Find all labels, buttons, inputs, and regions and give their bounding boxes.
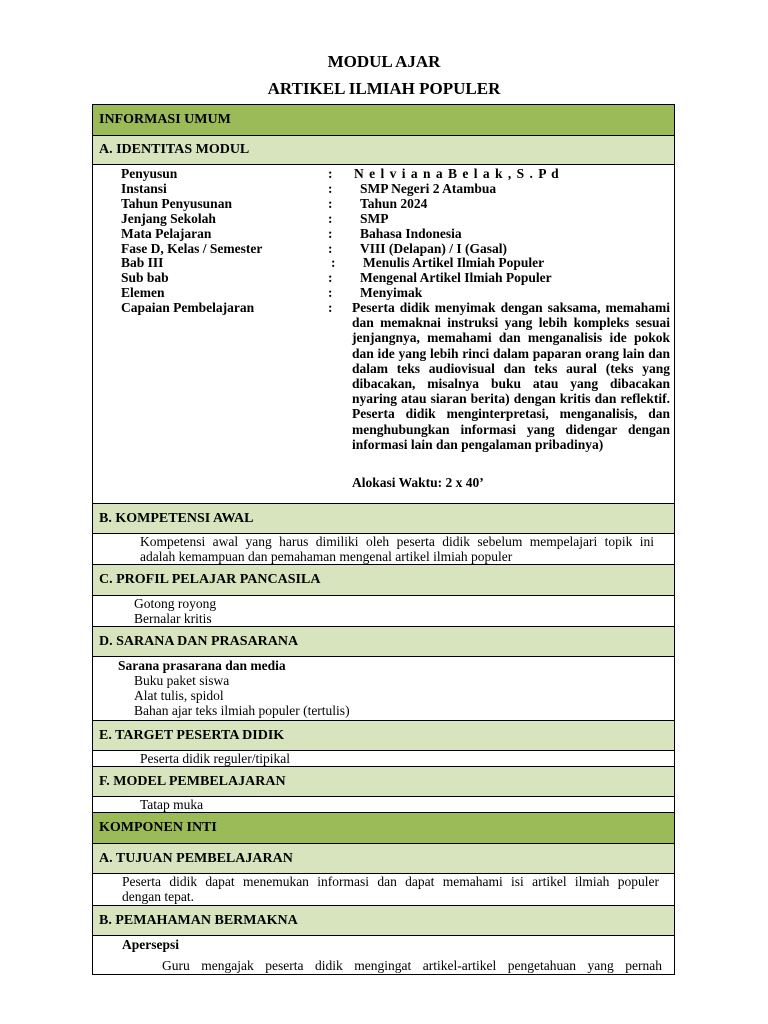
section-informasi-umum (93, 105, 674, 136)
colon: : (328, 166, 333, 181)
label-tahun: Tahun Penyusunan (121, 196, 232, 211)
colon: : (331, 255, 336, 270)
value-instansi: SMP Negeri 2 Atambua (360, 181, 497, 196)
pemahaman-bermakna-header (93, 906, 674, 936)
komponen-inti-heading: KOMPONEN INTI (99, 820, 217, 835)
tujuan-line1: Peserta didik dapat menemukan informasi dan dapat memahami isi artikel ilmiah populer (122, 874, 659, 889)
value-fase: VIII (Delapan) / I (Gasal) (360, 241, 508, 256)
pemahaman-bermakna-body (93, 936, 674, 974)
informasi-umum-heading: INFORMASI UMUM (99, 112, 231, 127)
label-capaian: Capaian Pembelajaran (121, 300, 255, 315)
colon: : (328, 270, 333, 285)
profil-pancasila-body (93, 596, 674, 627)
model-text: Tatap muka (140, 797, 204, 812)
apersepsi-line1: Guru mengajak peserta didik mengingat artikel-artikel pengetahuan yang pernah (162, 958, 662, 973)
value-bab: Menulis Artikel Ilmiah Populer (363, 255, 545, 270)
list-item: Bernalar kritis (134, 611, 212, 626)
profil-pancasila-heading: C. PROFIL PELAJAR PANCASILA (99, 572, 321, 587)
value-elemen: Menyimak (360, 285, 423, 300)
label-instansi: Instansi (121, 181, 167, 196)
label-subbab: Sub bab (121, 270, 169, 285)
alokasi-waktu: Alokasi Waktu: 2 x 40’ (352, 475, 484, 490)
list-item: Alat tulis, spidol (134, 688, 224, 703)
identitas-modul-header (93, 136, 674, 165)
list-item: Bahan ajar teks ilmiah populer (tertulis) (134, 703, 350, 718)
value-tahun: Tahun 2024 (360, 196, 428, 211)
label-bab: Bab III (121, 255, 164, 270)
model-pembelajaran-header (93, 767, 674, 797)
colon: : (328, 226, 333, 241)
sarana-subheading: Sarana prasarana dan media (118, 658, 286, 673)
list-item: Gotong royong (134, 596, 217, 611)
capaian-pembelajaran-text: Peserta didik menyimak dengan saksama, memahami dan memaknai instruksi yang lebih kompleks sesuai jenjangnya, memahami dan menganalisis ide pokok dan ide yang lebih rinci dalam paparan orang lain dan dalam teks audiovisual dan teks aural (teks yang dibacakan, misalnya buku atau yang dibacakan nyaring atau siaran berita) dengan kritis dan reflektif. Peserta didik menginterpretasi, menganalisis, dan menghubungkan informasi yang didengar dengan informasi lain dan pengalaman pribadinya) (352, 300, 670, 452)
value-penyusun: N e l v i a n a B e l a k , S . P d (354, 166, 560, 181)
target-peserta-heading: E. TARGET PESERTA DIDIK (99, 727, 285, 743)
colon: : (328, 181, 333, 196)
identitas-modul-body (93, 165, 674, 504)
label-jenjang: Jenjang Sekolah (121, 211, 216, 226)
colon: : (328, 300, 333, 315)
colon: : (328, 241, 333, 256)
identitas-modul-heading: A. IDENTITAS MODUL (99, 142, 250, 157)
label-mapel: Mata Pelajaran (121, 226, 212, 241)
doc-title: MODUL AJAR (327, 52, 441, 71)
label-elemen: Elemen (121, 285, 165, 300)
list-item: Buku paket siswa (134, 673, 230, 688)
sarana-prasarana-heading: D. SARANA DAN PRASARANA (99, 633, 299, 649)
target-peserta-body (93, 751, 674, 767)
value-mapel: Bahasa Indonesia (360, 226, 462, 241)
profil-pancasila-header (93, 565, 674, 596)
sarana-prasarana-header (93, 627, 674, 657)
tujuan-pembelajaran-body (93, 874, 674, 906)
model-pembelajaran-heading: F. MODEL PEMBELAJARAN (99, 773, 286, 789)
value-jenjang: SMP (360, 211, 389, 226)
apersepsi-subheading: Apersepsi (122, 937, 179, 952)
kompetensi-awal-line1: Kompetensi awal yang harus dimiliki oleh peserta didik sebelum mempelajari topik ini (140, 534, 654, 549)
module-table (92, 104, 675, 975)
target-text: Peserta didik reguler/tipikal (140, 751, 290, 766)
label-penyusun: Penyusun (121, 166, 178, 181)
sarana-prasarana-body (93, 657, 674, 721)
pemahaman-bermakna-heading: B. PEMAHAMAN BERMAKNA (99, 912, 298, 928)
model-pembelajaran-body (93, 797, 674, 813)
tujuan-pembelajaran-header (93, 844, 674, 874)
kompetensi-awal-body (93, 534, 674, 565)
kompetensi-awal-line2: adalah kemampuan dan pemahaman mengenal artikel ilmiah populer (140, 549, 513, 564)
kompetensi-awal-header (93, 504, 674, 534)
value-subbab: Mengenal Artikel Ilmiah Populer (360, 270, 552, 285)
colon: : (328, 285, 333, 300)
tujuan-line2: dengan tepat. (122, 889, 194, 904)
section-komponen-inti (93, 813, 674, 844)
kompetensi-awal-heading: B. KOMPETENSI AWAL (99, 510, 254, 526)
colon: : (328, 196, 333, 211)
tujuan-pembelajaran-heading: A. TUJUAN PEMBELAJARAN (99, 850, 293, 866)
label-fase: Fase D, Kelas / Semester (121, 241, 263, 256)
colon: : (328, 211, 333, 226)
doc-subtitle: ARTIKEL ILMIAH POPULER (267, 79, 501, 98)
target-peserta-header (93, 721, 674, 751)
